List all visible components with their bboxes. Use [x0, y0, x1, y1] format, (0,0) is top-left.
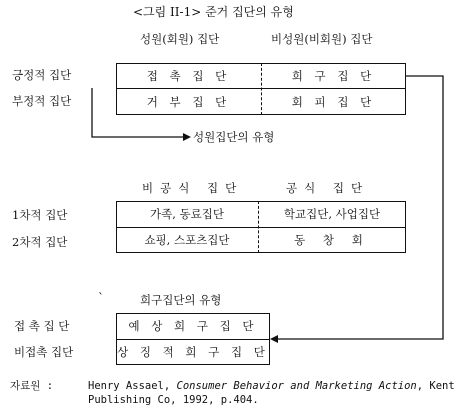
member-group-types-label: 성원집단의 유형: [193, 130, 275, 144]
source-author: Henry Assael,: [88, 380, 177, 392]
cell-avoidance-group: 회 피 집 단: [291, 95, 376, 109]
source-line-2: Publishing Co, 1992, p.404.: [88, 394, 259, 406]
cell-symbolic-group: 상 징 적 희 구 집 단: [117, 345, 269, 359]
row-label-primary: 1차적 집단: [12, 208, 68, 222]
row-label-negative: 부정적 집단: [12, 94, 72, 108]
row-label-contact: 접 촉 집 단: [14, 319, 70, 333]
cell-shopping-sports-groups: 쇼핑, 스포츠집단: [144, 233, 230, 247]
row-label-secondary: 2차적 집단: [12, 235, 68, 249]
cell-rejection-group: 거 부 집 단: [146, 95, 231, 109]
header-nonmember-group: 비성원(비회원) 집단: [271, 32, 373, 46]
cell-contact-group: 접 촉 집 단: [146, 69, 231, 83]
cell-school-work-groups: 학교집단, 사업집단: [283, 207, 381, 221]
cell-family-peers: 가족, 동료집단: [150, 207, 224, 221]
row-label-noncontact: 비접촉 집단: [14, 345, 74, 359]
figure-title: <그림 II-1> 준거 집단의 유형: [133, 5, 294, 19]
row-label-positive: 긍정적 집단: [12, 68, 72, 82]
cell-aspirational-group: 희 구 집 단: [291, 69, 376, 83]
source-line-1: [88, 381, 455, 392]
cell-alumni: 동 창 회: [294, 233, 370, 247]
aspirational-group-types-header: 희구집단의 유형: [140, 293, 222, 307]
cell-anticipatory-group: 예 상 희 구 집 단: [128, 319, 258, 333]
header-informal: 비공식 집단: [142, 181, 244, 195]
header-formal: 공식 집단: [286, 181, 370, 195]
header-member-group: 성원(회원) 집단: [140, 32, 220, 46]
source-label: 자료원 :: [10, 380, 54, 392]
stray-mark: ˋ: [98, 291, 104, 305]
source-book-title: Consumer Behavior and Marketing Action: [176, 380, 417, 392]
source-publisher-city: , Kent: [416, 380, 455, 392]
